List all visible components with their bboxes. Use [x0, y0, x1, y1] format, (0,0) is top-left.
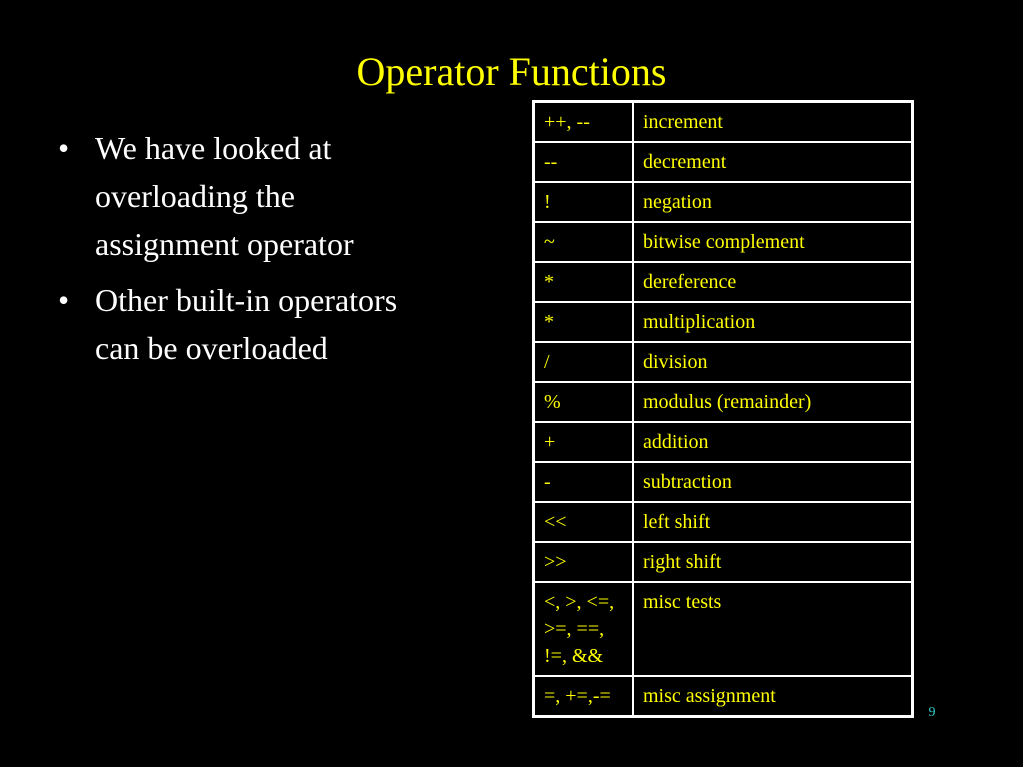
- operator-cell: --: [534, 142, 634, 182]
- operator-cell: <, >, <=, >=, ==, !=, &&: [534, 582, 634, 676]
- operator-cell: /: [534, 342, 634, 382]
- description-cell: subtraction: [633, 462, 913, 502]
- slide-title: Operator Functions: [356, 49, 667, 94]
- description-cell: increment: [633, 102, 913, 143]
- table-row: [534, 542, 913, 582]
- bullet-list: [58, 124, 438, 380]
- bullet-text: We have looked at overloading the assignment operator: [95, 130, 354, 262]
- description-cell: bitwise complement: [633, 222, 913, 262]
- table-row: [534, 302, 913, 342]
- description-cell: negation: [633, 182, 913, 222]
- operator-cell: *: [534, 262, 634, 302]
- bullet-item: [58, 124, 438, 268]
- slide-number: 9: [928, 705, 936, 720]
- operator-cell: ++, --: [534, 102, 634, 143]
- table-row: [534, 502, 913, 542]
- table-row: [534, 142, 913, 182]
- table-row: [534, 342, 913, 382]
- table-row: [534, 182, 913, 222]
- operator-cell: +: [534, 422, 634, 462]
- operator-cell: =, +=,-=: [534, 676, 634, 717]
- table-row: [534, 102, 913, 143]
- bullet-marker: •: [58, 130, 70, 166]
- description-cell: decrement: [633, 142, 913, 182]
- table-row: [534, 262, 913, 302]
- table-row: [534, 582, 913, 676]
- description-cell: misc assignment: [633, 676, 913, 717]
- operator-table: [532, 100, 914, 718]
- operator-cell: >>: [534, 542, 634, 582]
- operator-cell: !: [534, 182, 634, 222]
- description-cell: right shift: [633, 542, 913, 582]
- description-cell: left shift: [633, 502, 913, 542]
- operator-cell: ~: [534, 222, 634, 262]
- description-cell: multiplication: [633, 302, 913, 342]
- table-row: [534, 676, 913, 717]
- description-cell: modulus (remainder): [633, 382, 913, 422]
- bullet-marker: •: [58, 282, 70, 318]
- table-row: [534, 382, 913, 422]
- operator-cell: <<: [534, 502, 634, 542]
- bullet-item: [58, 276, 438, 372]
- description-cell: addition: [633, 422, 913, 462]
- description-cell: dereference: [633, 262, 913, 302]
- table-row: [534, 222, 913, 262]
- table-row: [534, 462, 913, 502]
- operator-cell: -: [534, 462, 634, 502]
- operator-cell: %: [534, 382, 634, 422]
- operator-cell: *: [534, 302, 634, 342]
- description-cell: division: [633, 342, 913, 382]
- table-row: [534, 422, 913, 462]
- bullet-text: Other built-in operators can be overloaded: [95, 282, 398, 366]
- description-cell: misc tests: [633, 582, 913, 676]
